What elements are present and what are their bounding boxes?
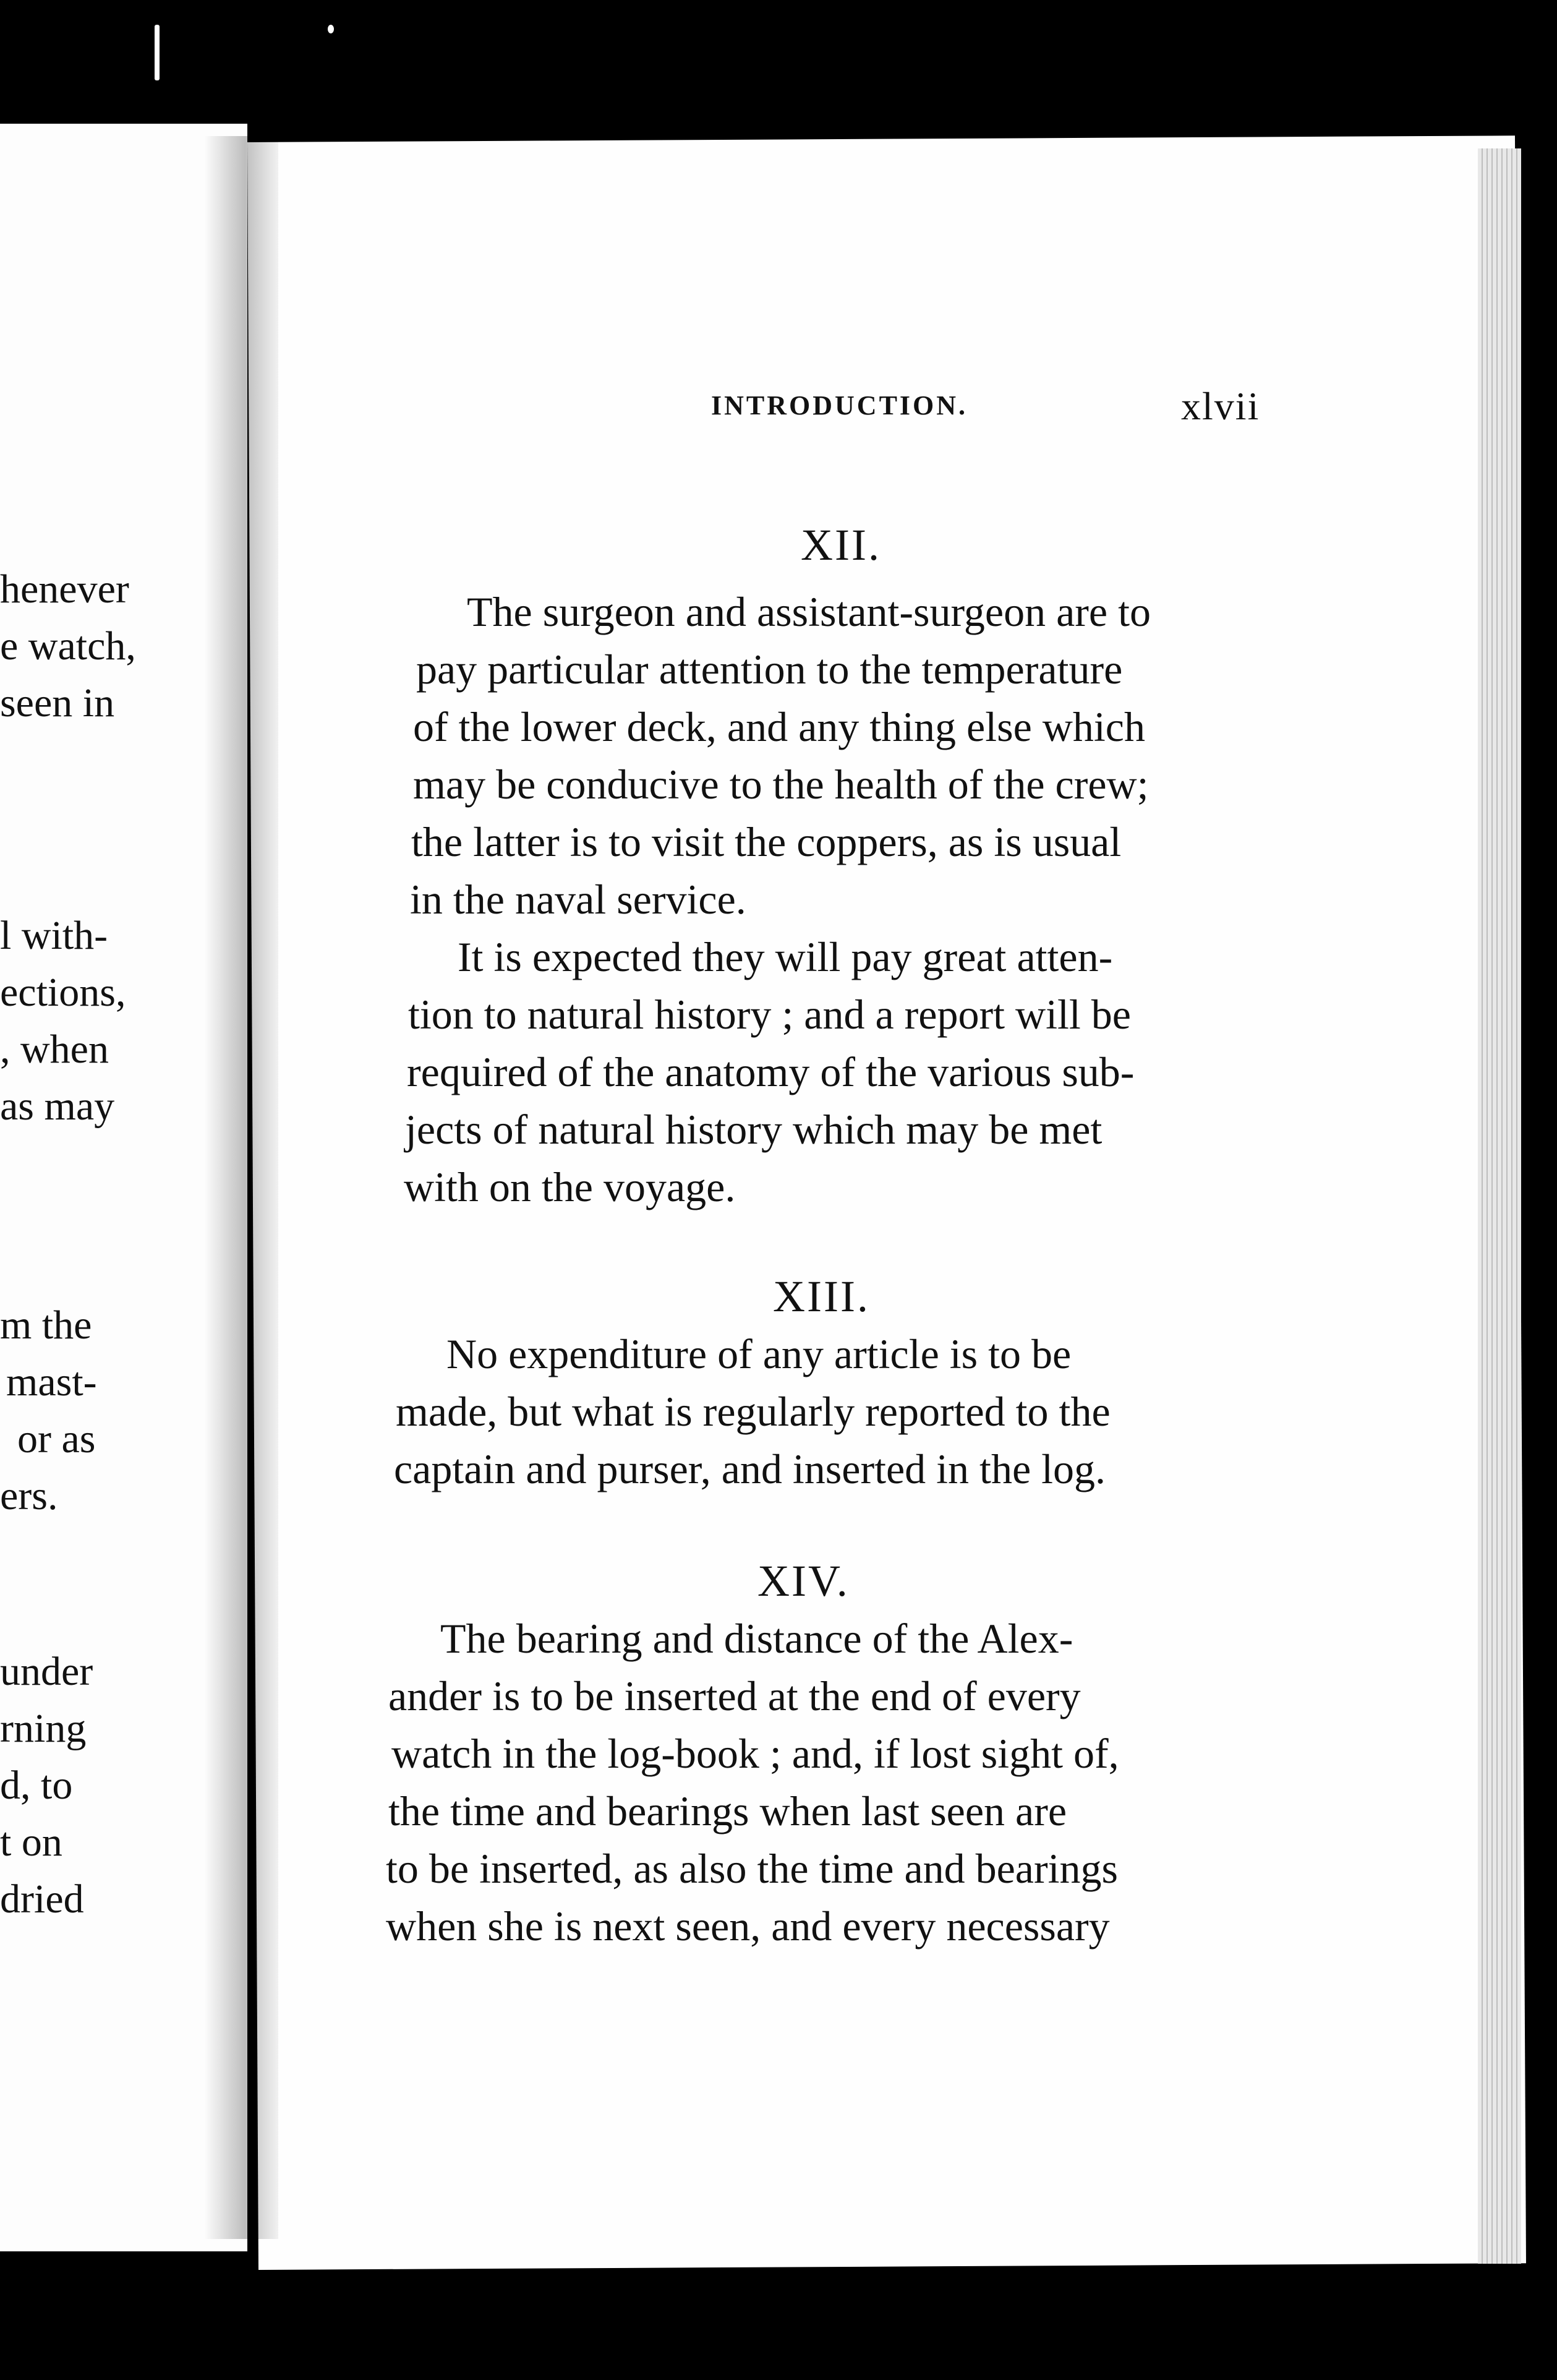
body-line: made, but what is regularly reported to the: [396, 1388, 1111, 1435]
body-line: may be conducive to the health of the crew;: [413, 761, 1149, 808]
spine-shadow: [204, 136, 278, 2239]
scan-artifact: [155, 25, 160, 80]
running-head-title: INTRODUCTION.: [711, 390, 968, 421]
left-page-line: ers.: [0, 1473, 58, 1518]
left-page-line: , when: [0, 1027, 109, 1072]
left-page-line: henever: [0, 567, 129, 612]
left-page-line: seen in: [0, 680, 115, 726]
body-line: pay particular attention to the temperature: [416, 646, 1123, 693]
left-page-line: l with-: [0, 913, 108, 958]
left-page-line: e watch,: [0, 623, 136, 669]
left-page-line: as may: [0, 1084, 115, 1129]
left-page-line: under: [0, 1649, 93, 1694]
page-number: xlvii: [1181, 384, 1260, 428]
left-page-line: ections,: [0, 970, 126, 1015]
left-page-line: t on: [0, 1820, 62, 1865]
section-number-xii: XII.: [801, 520, 881, 570]
body-line: captain and purser, and inserted in the log.: [394, 1445, 1106, 1492]
body-line: ander is to be inserted at the end of every: [388, 1672, 1081, 1719]
left-page-line: mast-: [6, 1359, 97, 1405]
body-line: to be inserted, as also the time and bearings: [386, 1845, 1118, 1892]
body-line: required of the anatomy of the various sub-: [407, 1048, 1135, 1095]
body-line: watch in the log-book ; and, if lost sight of,: [391, 1730, 1119, 1777]
body-line: tion to natural history ; and a report will be: [408, 991, 1131, 1038]
body-line: the time and bearings when last seen are: [388, 1787, 1067, 1834]
body-line: No expenditure of any article is to be: [446, 1330, 1072, 1377]
page-edges: [1478, 148, 1521, 2264]
body-line: the latter is to visit the coppers, as is usual: [411, 818, 1122, 865]
body-line: It is expected they will pay great atten-: [458, 933, 1113, 980]
body-line: with on the voyage.: [404, 1163, 736, 1210]
left-page-line: or as: [17, 1416, 96, 1462]
body-line: when she is next seen, and every necessary: [386, 1903, 1110, 1950]
body-line: The surgeon and assistant-surgeon are to: [467, 588, 1151, 635]
body-line: jects of natural history which may be met: [405, 1106, 1103, 1153]
body-line: in the naval service.: [410, 876, 746, 923]
left-page-line: d, to: [0, 1763, 73, 1808]
left-page-line: dried: [0, 1877, 84, 1922]
body-line: The bearing and distance of the Alex-: [440, 1615, 1073, 1662]
left-page-line: rning: [0, 1706, 87, 1751]
body-line: of the lower deck, and any thing else which: [413, 703, 1145, 750]
scan-artifact: [328, 25, 334, 33]
left-page-line: m the: [0, 1303, 92, 1348]
section-number-xiii: XIII.: [773, 1272, 870, 1321]
section-number-xiv: XIV.: [757, 1556, 850, 1606]
